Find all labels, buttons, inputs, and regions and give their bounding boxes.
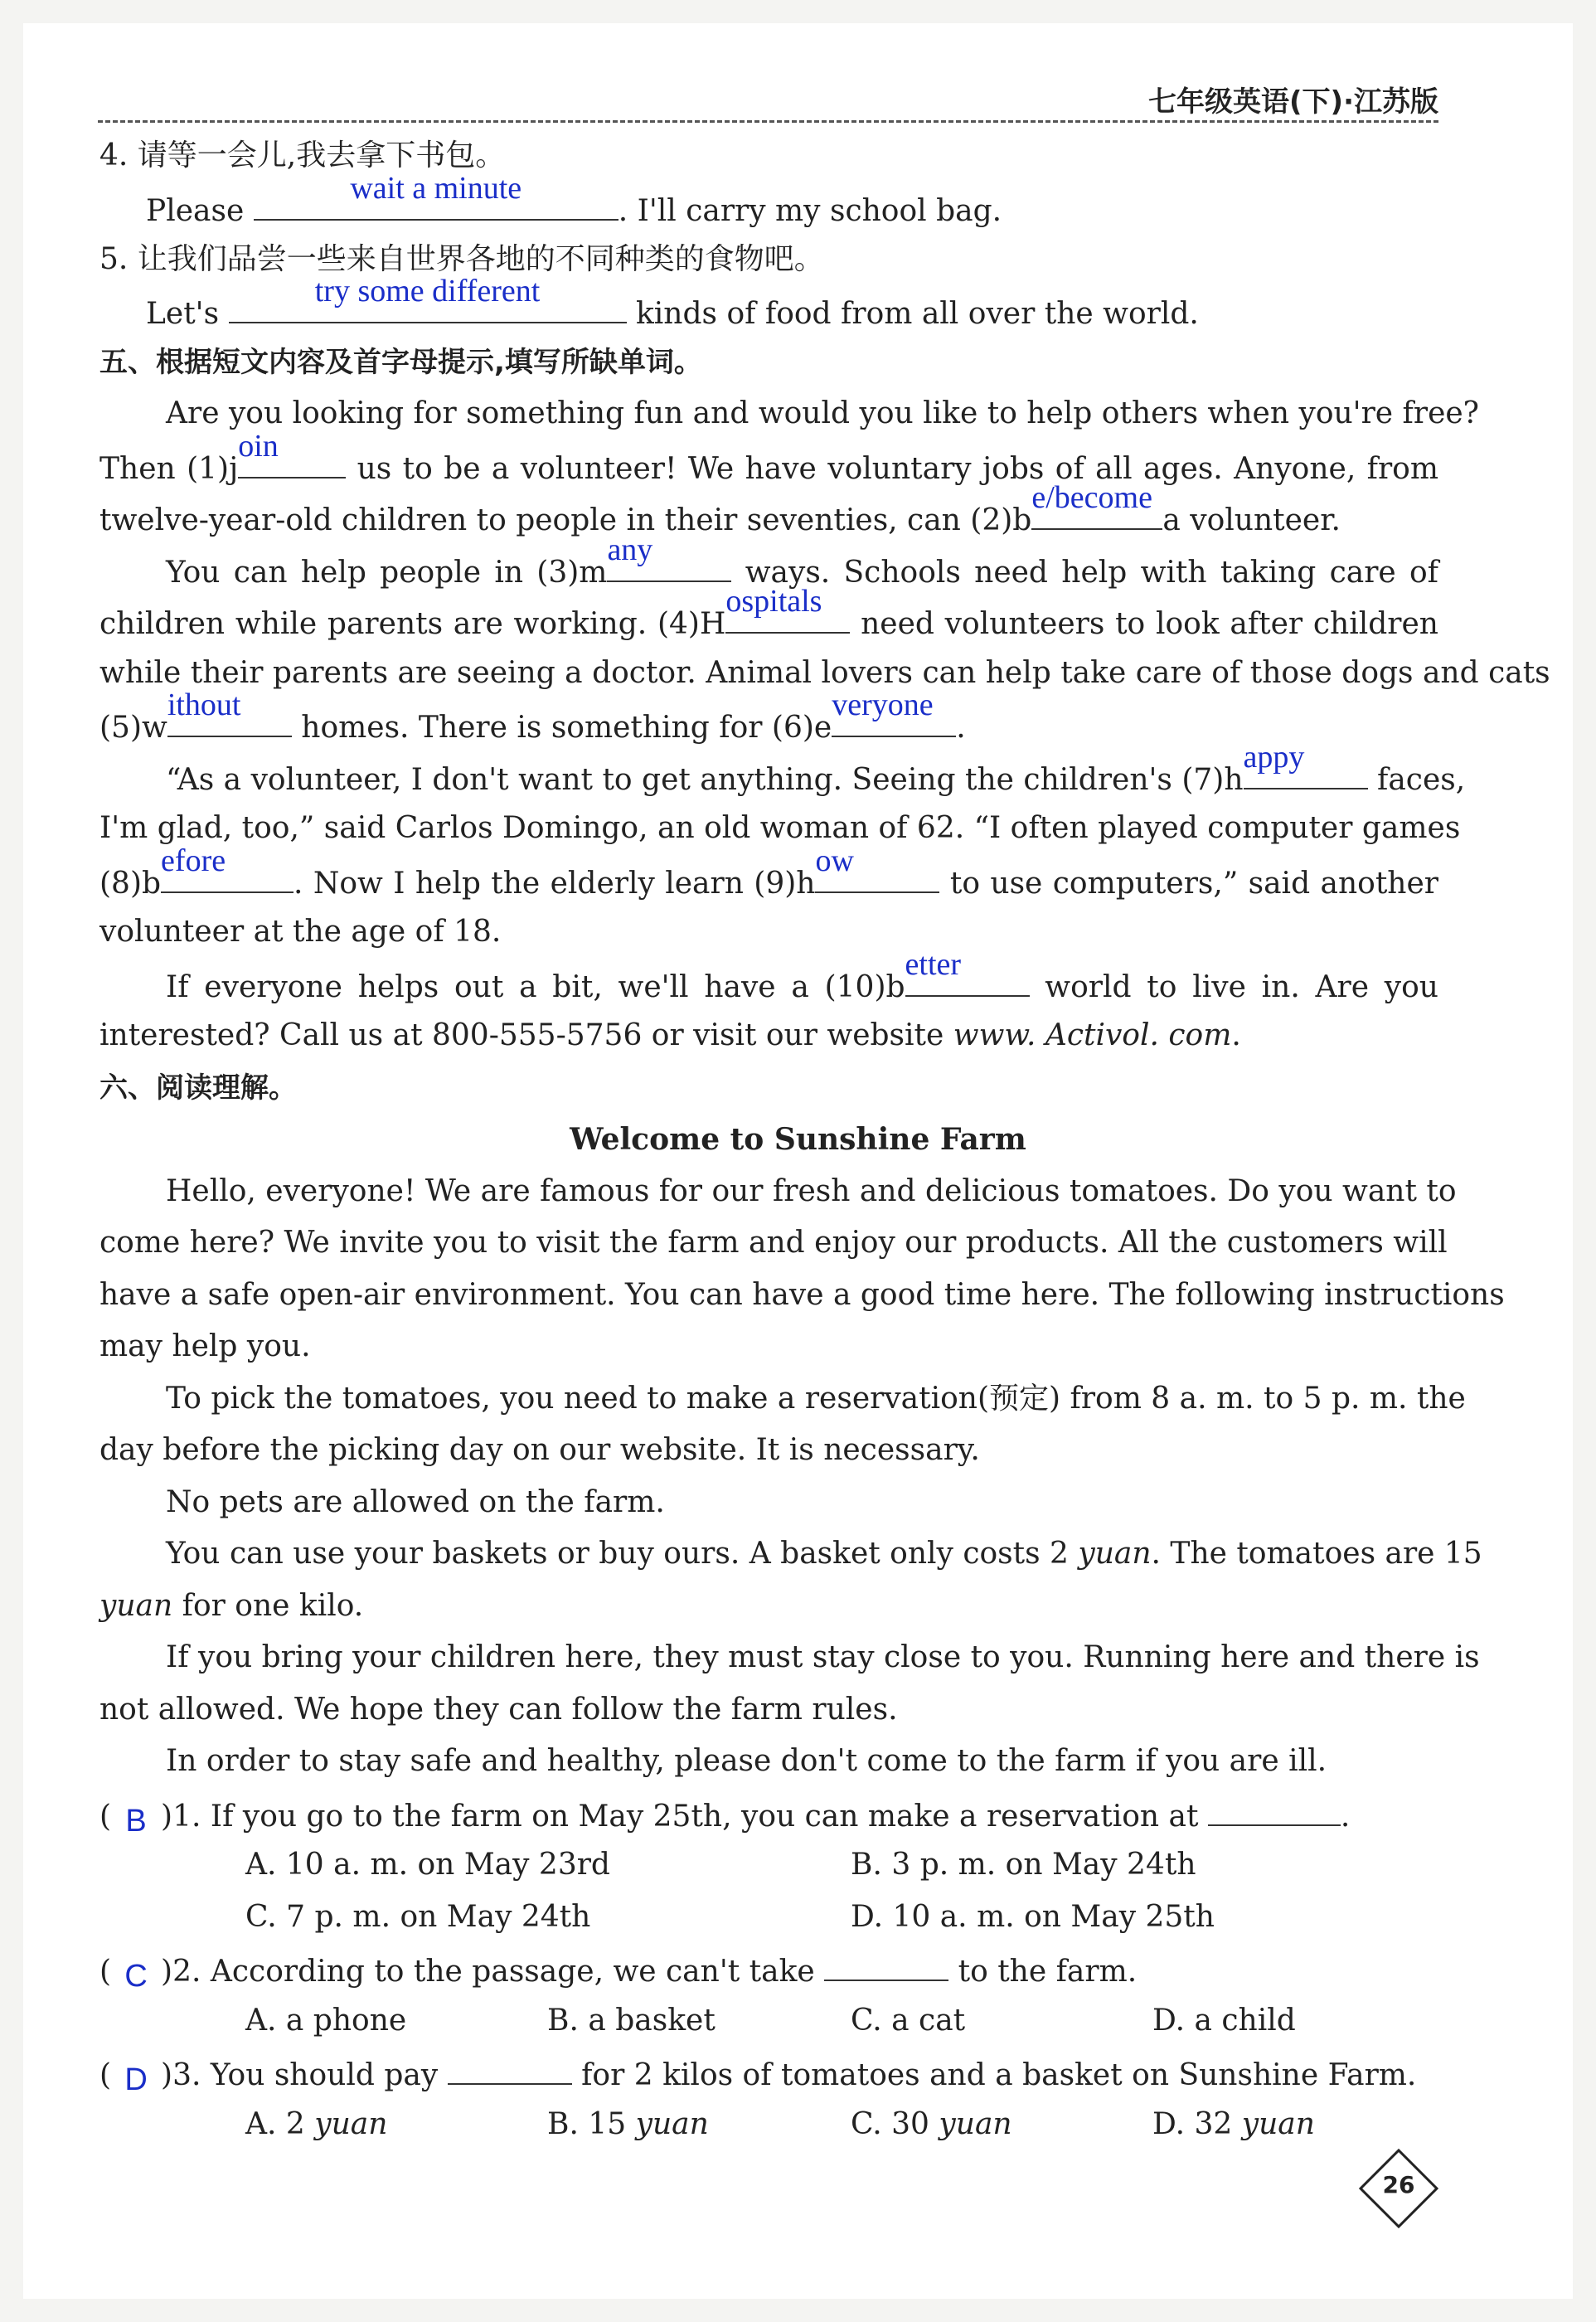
reading-line: yuan for one kilo.	[99, 1589, 364, 1623]
q3-blank	[448, 2053, 572, 2085]
question-3: ( D )3. You should pay for 2 kilos of tomatoes and a basket on Sunshine Farm.	[99, 2053, 1438, 2099]
q2-option-d: D. a child	[1152, 2004, 1296, 2038]
passage-line: Are you looking for something fun and would you like to help others when you're free?	[166, 396, 1479, 430]
passage-line: volunteer at the age of 18.	[99, 915, 502, 949]
reading-line: have a safe open-air environment. You can have a good time here. The following instructions	[99, 1278, 1505, 1312]
question-1: ( B )1. If you go to the farm on May 25th, you can make a reservation at .	[99, 1795, 1438, 1840]
reading-line: not allowed. We hope they can follow the farm rules.	[99, 1693, 898, 1727]
passage-line: twelve-year-old children to people in their seventies, can (2)b e/become a volunteer.	[99, 480, 1341, 537]
q5-english: Let's try some different kinds of food from all over the world.	[146, 274, 1199, 331]
passage-line: If everyone helps out a bit, we'll have a (10)b etter world to live in. Are you	[166, 947, 1438, 1004]
reading-line: may help you.	[99, 1329, 311, 1363]
passage-line: “As a volunteer, I don't want to get anything. Seeing the children's (7)h appy faces,	[166, 740, 1466, 797]
section6-heading: 六、阅读理解。	[99, 1071, 297, 1105]
reading-line: Hello, everyone! We are famous for our fresh and delicious tomatoes. Do you want to	[166, 1174, 1457, 1208]
blank-9: ow	[815, 862, 939, 893]
passage-line: while their parents are seeing a doctor. Animal lovers can help take care of those dogs and cats	[99, 656, 1550, 690]
book-title: 七年级英语(下)·江苏版	[1148, 85, 1438, 119]
reading-line: No pets are allowed on the farm.	[166, 1485, 665, 1519]
blank-6: veryone	[832, 706, 956, 737]
question-2: ( C )2. According to the passage, we can't take to the farm.	[99, 1950, 1438, 1995]
reading-line: In order to stay safe and healthy, please don't come to the farm if you are ill.	[166, 1744, 1327, 1778]
reading-line: If you bring your children here, they must stay close to you. Running here and there is	[166, 1640, 1480, 1674]
passage-line: Then (1)j oin us to be a volunteer! We have voluntary jobs of all ages. Anyone, from	[99, 429, 1438, 486]
blank-4: ospitals	[725, 602, 850, 634]
q4-chinese: 4. 请等一会儿,我去拿下书包。	[99, 138, 506, 172]
q4-answer: wait a minute	[350, 171, 522, 206]
q1-option-c: C. 7 p. m. on May 24th	[245, 1900, 591, 1934]
passage-line: I'm glad, too,” said Carlos Domingo, an old woman of 62. “I often played computer games	[99, 811, 1461, 845]
section5-heading: 五、根据短文内容及首字母提示,填写所缺单词。	[99, 346, 702, 379]
reading-line: You can use your baskets or buy ours. A basket only costs 2 yuan. The tomatoes are 15	[166, 1537, 1482, 1571]
website-text: www. Activol. com	[953, 1018, 1232, 1052]
blank-3: any	[607, 551, 731, 582]
q1-option-d: D. 10 a. m. on May 25th	[851, 1900, 1215, 1934]
blank-1: oin	[238, 447, 346, 478]
q2-blank	[824, 1950, 948, 1981]
q3-option-b: B. 15 yuan	[547, 2107, 709, 2141]
passage-line: interested? Call us at 800-555-5756 or visit our website www. Activol. com.	[99, 1018, 1241, 1052]
blank-10: etter	[905, 965, 1030, 997]
passage-line: (8)b efore . Now I help the elderly learn (9)h ow to use computers,” said another	[99, 843, 1438, 901]
reading-title: Welcome to Sunshine Farm	[570, 1122, 1026, 1157]
q1-blank	[1208, 1795, 1341, 1826]
q1-answer: B	[125, 1804, 147, 1839]
q3-answer: D	[124, 2062, 148, 2097]
q5-blank	[229, 274, 627, 323]
page-number: 26	[1382, 2171, 1415, 2198]
q4-blank	[254, 171, 619, 221]
blank-2: e/become	[1031, 498, 1162, 530]
q2-option-a: A. a phone	[245, 2004, 407, 2038]
q5-chinese: 5. 让我们品尝一些来自世界各地的不同种类的食物吧。	[99, 242, 824, 276]
reading-line: To pick the tomatoes, you need to make a reservation(预定) from 8 a. m. to 5 p. m. the	[166, 1382, 1466, 1416]
q1-option-b: B. 3 p. m. on May 24th	[851, 1848, 1196, 1882]
q3-option-a: A. 2 yuan	[245, 2107, 388, 2141]
page-header	[98, 79, 1438, 123]
q3-option-c: C. 30 yuan	[851, 2107, 1012, 2141]
q2-answer: C	[124, 1959, 148, 1994]
blank-5: ithout	[167, 706, 292, 737]
reading-line: come here? We invite you to visit the farm and enjoy our products. All the customers will	[99, 1226, 1448, 1260]
passage-line: children while parents are working. (4)H ospitals need volunteers to look after children	[99, 584, 1438, 641]
q5-answer: try some different	[314, 274, 541, 308]
q2-option-b: B. a basket	[547, 2004, 716, 2038]
blank-7: appy	[1244, 758, 1368, 789]
reading-line: day before the picking day on our website. It is necessary.	[99, 1433, 980, 1467]
passage-line: (5)w ithout homes. There is something for (6)e veryone .	[99, 687, 966, 745]
q4-english: Please wait a minute . I'll carry my school bag.	[146, 171, 1002, 228]
q3-option-d: D. 32 yuan	[1152, 2107, 1315, 2141]
q1-option-a: A. 10 a. m. on May 23rd	[245, 1848, 610, 1882]
q2-option-c: C. a cat	[851, 2004, 966, 2038]
blank-8: efore	[161, 862, 293, 893]
passage-line: You can help people in (3)m any ways. Schools need help with taking care of	[166, 532, 1438, 590]
